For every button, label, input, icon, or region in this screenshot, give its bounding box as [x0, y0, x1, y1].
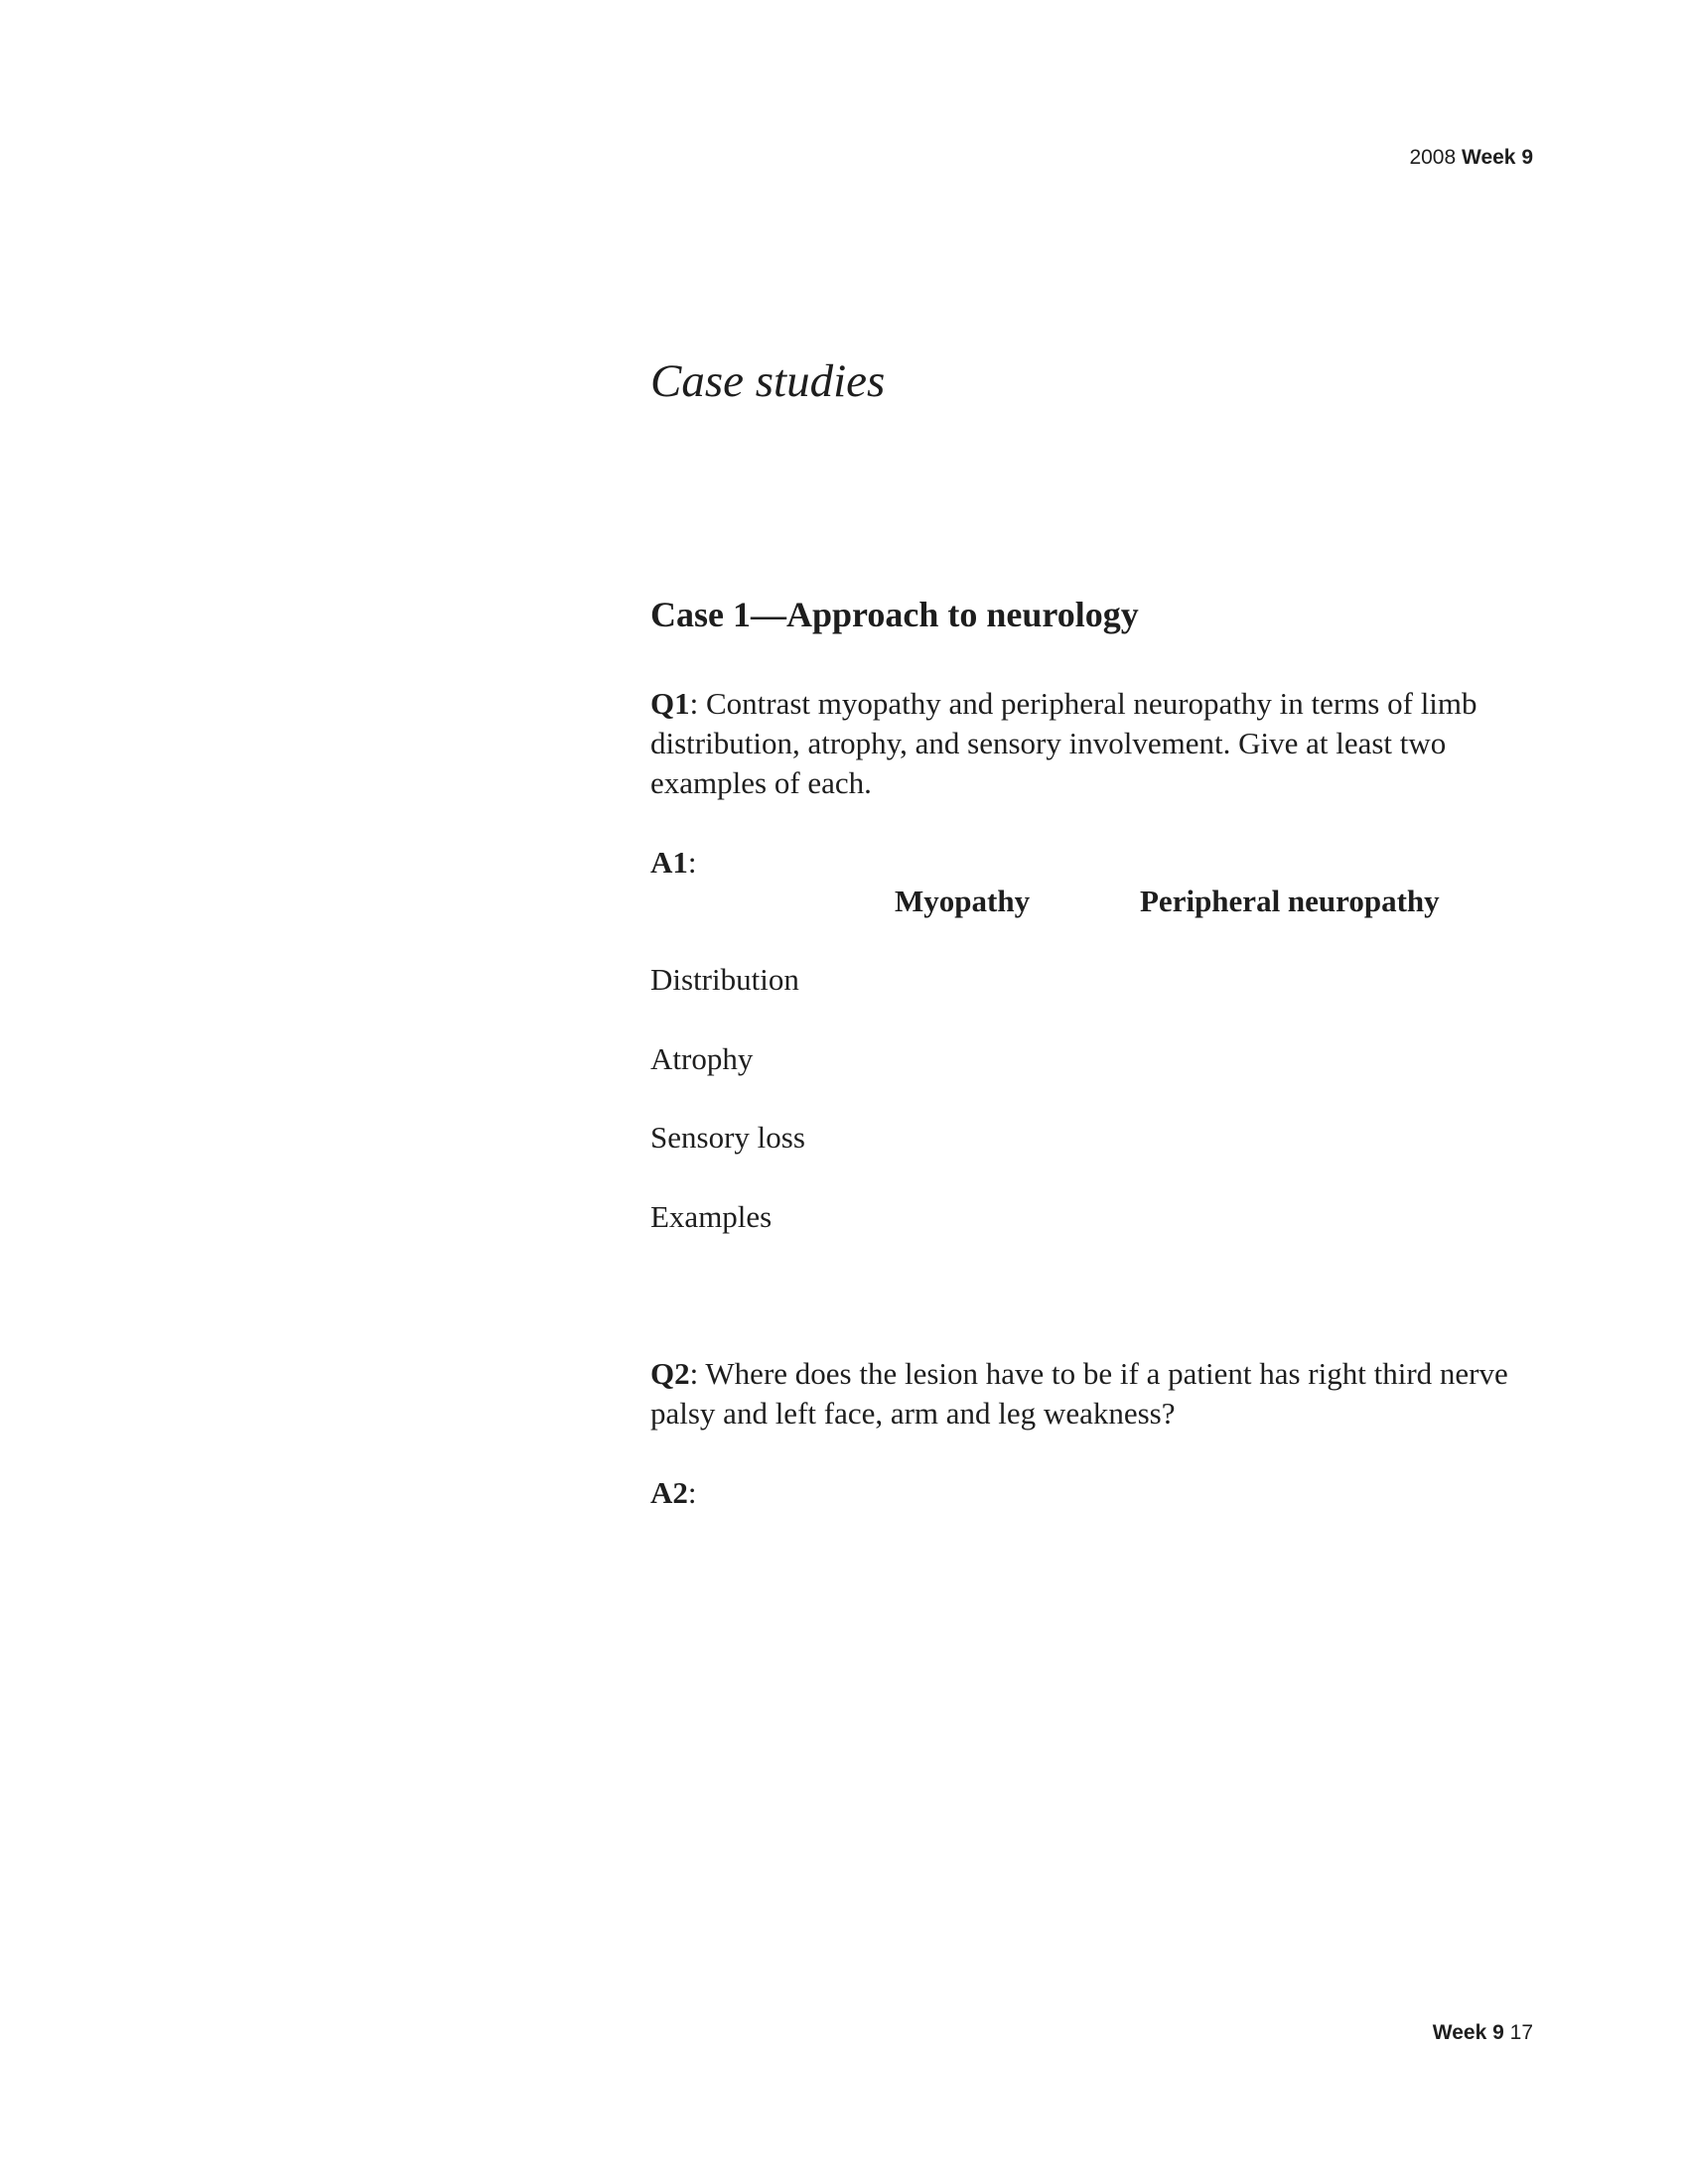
- table-row-atrophy: Atrophy: [650, 1041, 754, 1076]
- table-row-distribution: Distribution: [650, 962, 799, 997]
- answer-2-colon: :: [687, 1475, 697, 1510]
- header-week: Week 9: [1462, 146, 1533, 169]
- answer-1: [650, 843, 1534, 883]
- case-heading: Case 1—Approach to neurology: [650, 595, 1139, 634]
- answer-2-label: A2: [650, 1475, 688, 1510]
- answer-1-label: A1: [650, 845, 688, 880]
- question-1-text: : Contrast myopathy and peripheral neuropathy in terms of limb distribution, atrophy, and sensory involvement. Give at least two examples of each.: [650, 686, 1477, 800]
- table-row-sensory-loss: Sensory loss: [650, 1120, 805, 1155]
- question-2: [650, 1354, 1534, 1433]
- question-1: [650, 684, 1534, 803]
- question-2-label: Q2: [650, 1356, 690, 1391]
- table-column-peripheral-neuropathy: Peripheral neuropathy: [1140, 884, 1440, 918]
- answer-1-colon: :: [687, 845, 697, 880]
- table-row-examples: Examples: [650, 1199, 773, 1234]
- page-number: 17: [1509, 2021, 1533, 2044]
- running-footer: [1433, 2020, 1533, 2046]
- question-1-label: Q1: [650, 686, 690, 721]
- footer-week: Week 9: [1432, 2021, 1504, 2044]
- page-title: Case studies: [650, 355, 886, 407]
- question-2-text: : Where does the lesion have to be if a patient has right third nerve palsy and left face, arm and leg weakness?: [650, 1356, 1508, 1431]
- running-header: [1409, 145, 1533, 171]
- table-column-myopathy: Myopathy: [895, 884, 1031, 918]
- header-year: 2008: [1409, 146, 1457, 169]
- answer-2: [650, 1473, 1534, 1513]
